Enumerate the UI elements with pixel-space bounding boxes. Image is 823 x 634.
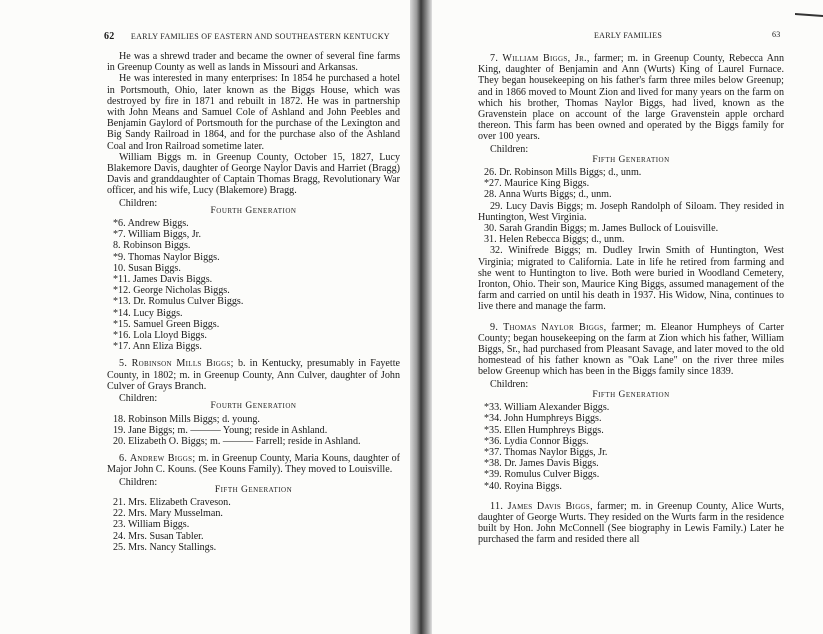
list-item: 18. Robinson Mills Biggs; d. young. xyxy=(113,413,260,425)
list-item: 24. Mrs. Susan Tabler. xyxy=(113,530,204,542)
person-name: 9. Thomas Naylor Biggs, xyxy=(490,321,607,333)
list-item: 26. Dr. Robinson Mills Biggs; d., unm. xyxy=(484,167,642,179)
list-item: *17. Ann Eliza Biggs. xyxy=(113,341,202,353)
list-item: *14. Lucy Biggs. xyxy=(113,307,183,319)
generation-heading: Fourth Generation xyxy=(210,205,297,216)
list-item: *34. John Humphreys Biggs. xyxy=(484,413,602,425)
list-item: 22. Mrs. Mary Musselman. xyxy=(113,508,223,520)
left-head-title: EARLY FAMILIES OF EASTERN AND SOUTHEASTERN KENTUCKY xyxy=(130,32,390,41)
list-item: 8. Robinson Biggs. xyxy=(113,240,191,252)
children-label: Children: xyxy=(490,378,529,390)
children-list xyxy=(107,218,400,352)
generation-heading: Fifth Generation xyxy=(592,154,670,165)
paragraph-text: farmer; m. in Greenup County, Rebecca Ann King, daughter of Benjamin and Ann (Wurts) King of Laurel Furnace. They began housekeeping on his father's farm three miles below Greenup; and in 1866 moved to Mount Zion and lived for many years on the farm on which his brother, Thomas Naylor Biggs, had lived, known as the Gravenstein place on account of the large Gravenstein apple orchard thereon. This farm has been owned and operated by the Biggs family for over 100 years. xyxy=(478,53,784,143)
list-item: *27. Maurice King Biggs. xyxy=(484,178,590,190)
children-block xyxy=(107,198,400,217)
children-label: Children: xyxy=(119,197,158,209)
list-item: *16. Lola Lloyd Biggs. xyxy=(113,330,207,342)
person-name: 6. Andrew Biggs; xyxy=(119,453,196,465)
children-list xyxy=(478,402,784,492)
book-gutter xyxy=(410,0,432,634)
list-item: 28. Anna Wurts Biggs; d., unm. xyxy=(484,189,612,201)
children-block xyxy=(107,393,400,412)
right-head-title: EARLY FAMILIES xyxy=(594,31,663,40)
list-item: *11. James Davis Biggs. xyxy=(113,274,213,286)
list-item: *13. Dr. Romulus Culver Biggs. xyxy=(113,296,244,308)
children-label: Children: xyxy=(490,143,529,155)
list-item: *40. Royina Biggs. xyxy=(484,480,562,492)
paragraph: He was a shrewd trader and became the owner of several fine farms in Greenup County as well as lands in Missouri and Arkansas. xyxy=(107,51,400,74)
paragraph-text: b. in Kentucky, presumably in Fayette County, in 1802; m. in Greenup County, Ann Culver, daughter of John Culver of Grays Branch. xyxy=(107,358,400,392)
paragraph: William Biggs m. in Greenup County, October 15, 1827, Lucy Blakemore Davis, daughter of George Naylor Davis and Harriet (Bragg) Davis and granddaughter of Captain Thomas Bragg, Revolutionary War officer, and his wife, Lucy (Blakemore) Bragg. xyxy=(107,151,400,197)
list-item: *33. William Alexander Biggs. xyxy=(484,402,610,414)
right-page-number: 63 xyxy=(772,30,781,39)
left-text-body xyxy=(107,51,400,553)
list-item: 23. William Biggs. xyxy=(113,519,190,531)
list-item: 31. Helen Rebecca Biggs; d., unm. xyxy=(484,234,625,246)
children-block xyxy=(107,477,400,496)
right-text-body xyxy=(478,53,784,546)
children-label: Children: xyxy=(119,476,158,488)
list-item: 21. Mrs. Elizabeth Craveson. xyxy=(113,496,231,508)
left-running-head xyxy=(104,31,390,42)
paragraph xyxy=(478,322,784,378)
paragraph: He was interested in many enterprises: In 1854 he purchased a hotel in Portsmouth, Ohio, later known as the Biggs House, which was destroyed by fire in 1871 and rebuilt in 1872. He was in partnership with John Means and Samuel Cole of Ashland and John Peebles and Benjamin Gaylord of Portsmouth for the purchase of the Lexington and Big Sandy Railroad in 1864, and for the purchase also of the Ashland Coal and Iron Railroad sometime later. xyxy=(107,73,400,152)
list-item: *9. Thomas Naylor Biggs. xyxy=(113,251,220,263)
list-item: 32. Winifrede Biggs; m. Dudley Irwin Smith of Huntington, West Virginia; migrated to California. Late in life he retired from farming and she went to Huntington to live. Both were buried in Woodland Cemetery, Ironton, Ohio. Their son, Maurice King Biggs, assumed management of the farm and carried on until his death in 1937. His Widow, Nina, continues to live there and manage the farm. xyxy=(478,245,784,313)
list-item: *15. Samuel Green Biggs. xyxy=(113,318,220,330)
children-label: Children: xyxy=(119,393,158,405)
list-item: 30. Sarah Grandin Biggs; m. James Bullock of Louisville. xyxy=(484,223,719,235)
list-item: 29. Lucy Davis Biggs; m. Joseph Randolph of Siloam. They resided in Huntington, West Virginia. xyxy=(478,200,784,223)
page-corner-shadow xyxy=(795,0,823,17)
paragraph xyxy=(107,358,400,392)
person-name: 7. William Biggs, Jr., xyxy=(490,53,590,64)
children-list xyxy=(107,497,400,553)
children-list xyxy=(478,167,784,313)
paragraph-text: farmer; m. in Greenup County, Alice Wurts, daughter of George Wurts. They resided on the Wurts farm in the residence built by Hon. John McConnell (See biography in Lewis Family.) Later he purchased the farm and resided there all xyxy=(478,500,784,546)
generation-heading: Fourth Generation xyxy=(210,401,297,412)
list-item: 20. Elizabeth O. Biggs; m. ——— Farrell; reside in Ashland. xyxy=(113,435,361,447)
list-item: 25. Mrs. Nancy Stallings. xyxy=(113,541,217,553)
list-item: *37. Thomas Naylor Biggs, Jr. xyxy=(484,446,608,458)
list-item: *38. Dr. James Davis Biggs. xyxy=(484,458,599,470)
children-list xyxy=(107,414,400,448)
paragraph-text: m. in Greenup County, Maria Kouns, daughter of Major John C. Kouns. (See Kouns Family). They moved to Louisville. xyxy=(107,453,400,476)
list-item: *39. Romulus Culver Biggs. xyxy=(484,469,600,481)
list-item: *12. George Nicholas Biggs. xyxy=(113,285,230,297)
list-item: *6. Andrew Biggs. xyxy=(113,218,189,230)
generation-heading: Fifth Generation xyxy=(592,389,670,400)
right-page xyxy=(432,0,823,634)
list-item: 10. Susan Biggs. xyxy=(113,262,181,274)
generation-heading: Fifth Generation xyxy=(214,484,293,495)
paragraph-text: farmer; m. Eleanor Humpheys of Carter County; began housekeeping on the farm at Zion which his father, William Biggs, Sr., had purchased from Pleasant Savage, and later moved to the old homestead of his father known as "Oak Lane" on the river three miles below Greenup which has been in the Biggs family since 1839. xyxy=(478,321,785,378)
paragraph xyxy=(478,501,784,546)
list-item: *7. William Biggs, Jr. xyxy=(113,229,202,241)
paragraph xyxy=(107,453,400,475)
list-item: *35. Ellen Humphreys Biggs. xyxy=(484,424,604,436)
person-name: 5. Robinson Mills Biggs; xyxy=(119,358,234,370)
paragraph xyxy=(478,53,784,143)
left-page xyxy=(0,0,410,634)
list-item: 19. Jane Biggs; m. ——— Young; reside in Ashland. xyxy=(113,424,328,436)
person-name: 11. James Davis Biggs, xyxy=(490,500,593,512)
left-page-number: 62 xyxy=(104,31,115,42)
list-item: *36. Lydia Connor Biggs. xyxy=(484,435,589,447)
